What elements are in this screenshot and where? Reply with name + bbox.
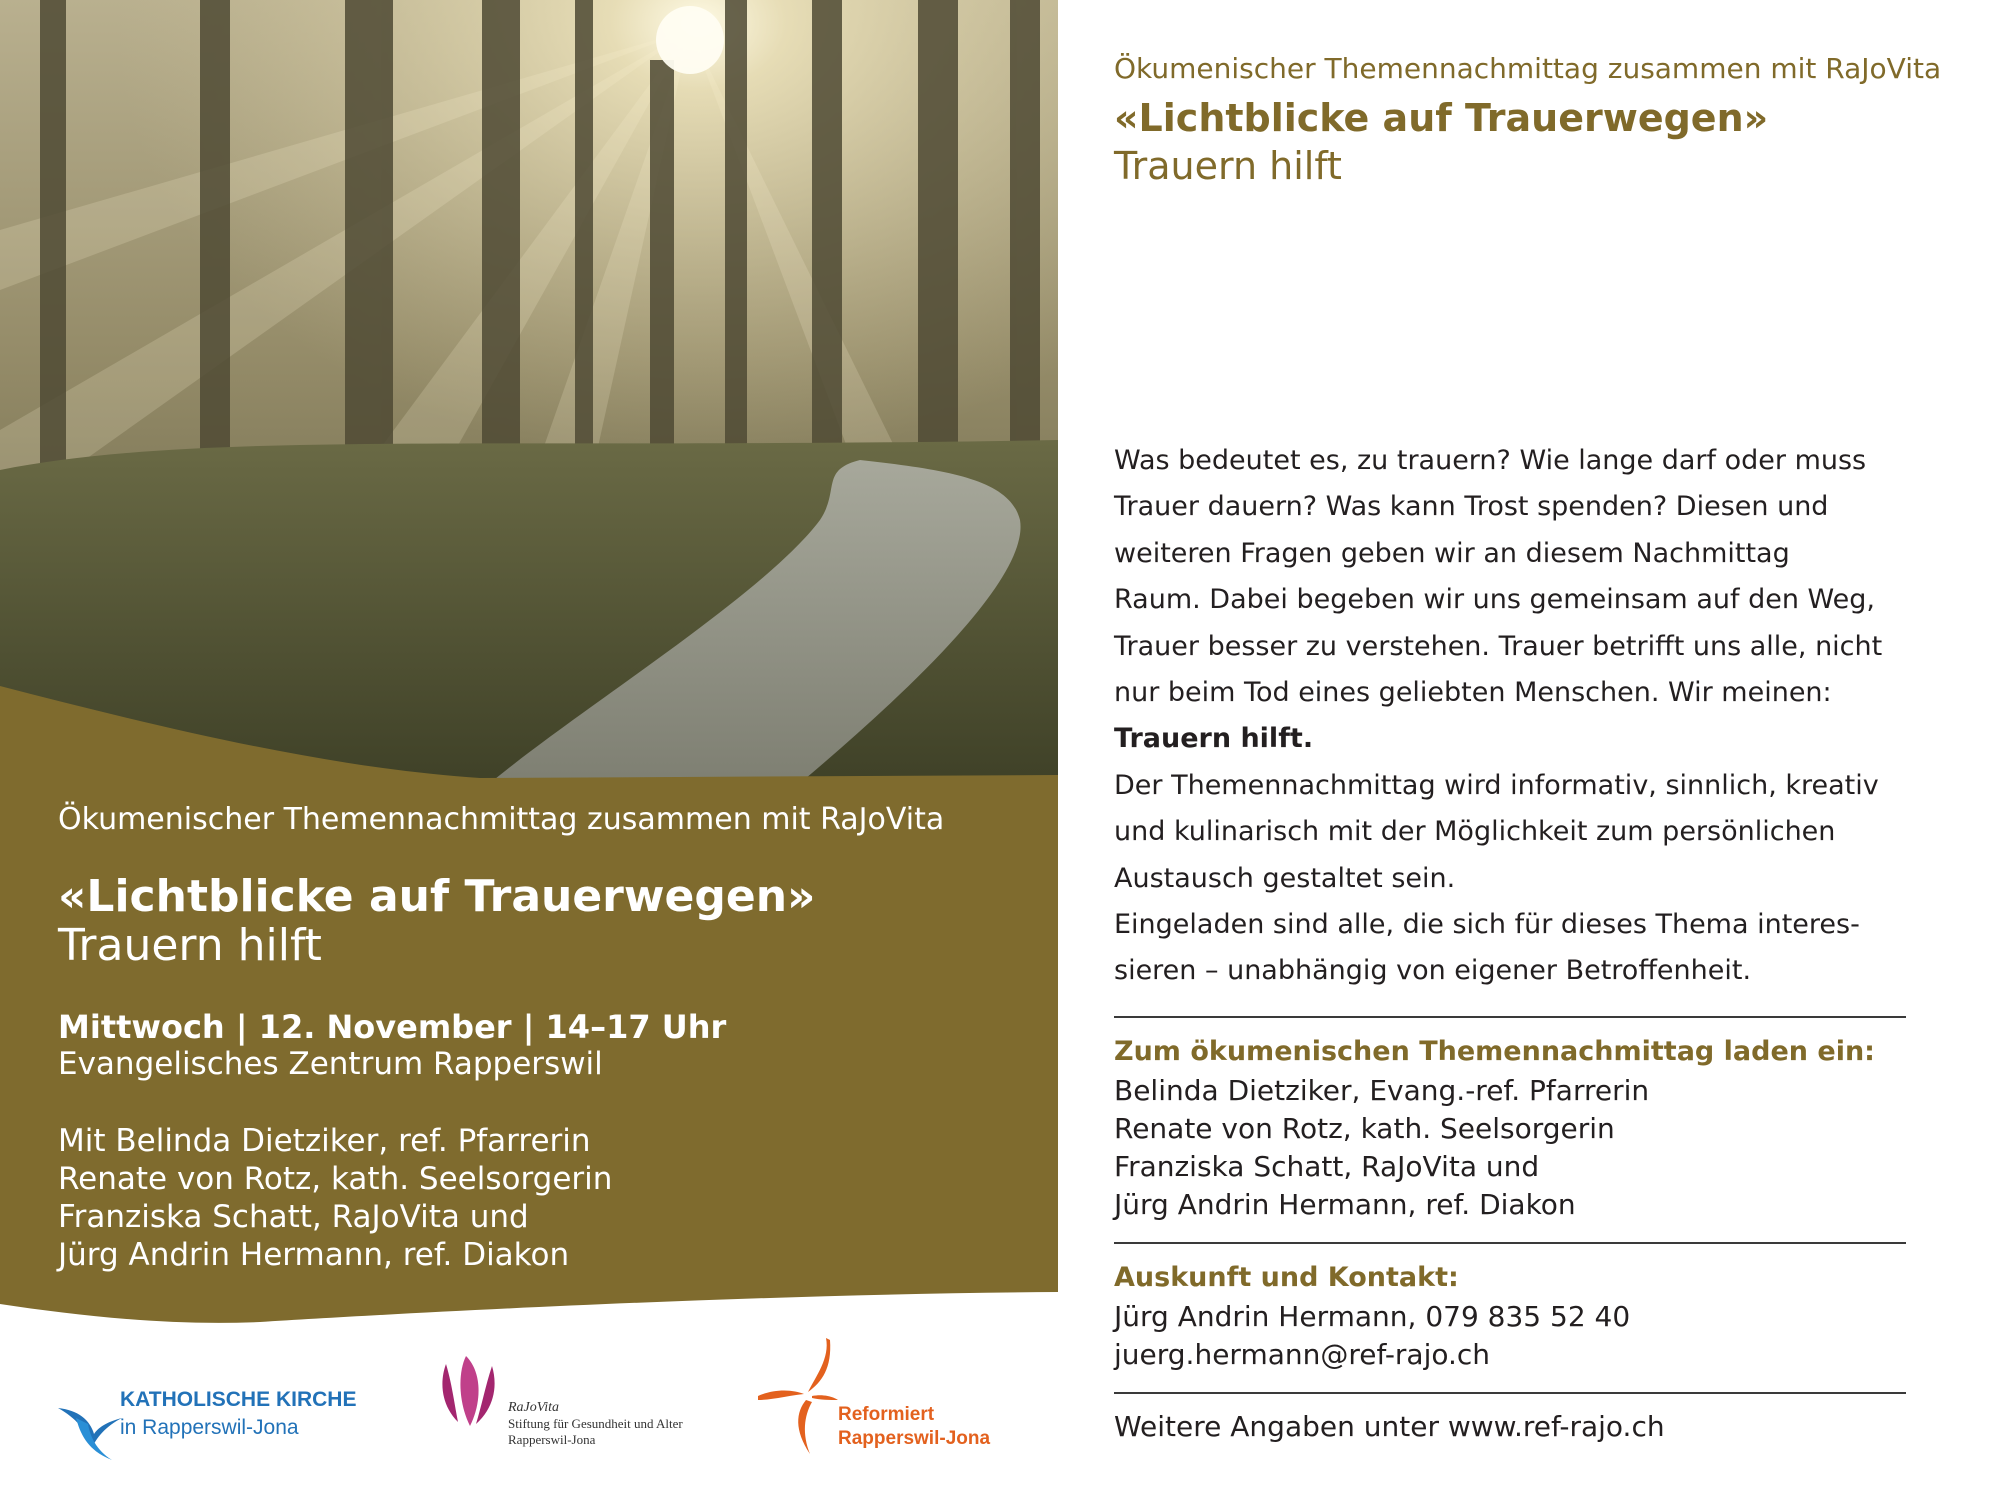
invite-item: Belinda Dietziker, Evang.-ref. Pfarrerin <box>1114 1074 1650 1107</box>
divider <box>1114 1242 1906 1244</box>
description-line: und kulinarisch mit der Möglichkeit zum persönlichen <box>1114 816 1836 848</box>
description-text <box>1114 438 1882 995</box>
tulip-icon <box>436 1350 506 1450</box>
speaker-item: Franziska Schatt, RaJoVita und <box>58 1199 529 1235</box>
right-title: «Lichtblicke auf Trauerwegen» <box>1114 96 1769 140</box>
invite-heading: Zum ökumenischen Themennachmittag laden ein: <box>1114 1036 1875 1067</box>
speaker-item: Mit Belinda Dietziker, ref. Pfarrerin <box>58 1123 591 1159</box>
description-line: nur beim Tod eines geliebten Menschen. Wir meinen: <box>1114 677 1832 709</box>
cross-icon <box>756 1330 840 1460</box>
rajo-logo-tagline: Stiftung für Gesundheit und Alter <box>508 1416 683 1431</box>
invite-list <box>1114 1072 1649 1224</box>
invite-item: Jürg Andrin Hermann, ref. Diakon <box>1114 1188 1576 1221</box>
logo-reformiert <box>756 1330 1026 1460</box>
contact-heading: Auskunft und Kontakt: <box>1114 1262 1459 1293</box>
description-line: sieren – unabhängig von eigener Betroffenheit. <box>1114 955 1752 987</box>
divider <box>1114 1016 1906 1018</box>
description-line: Raum. Dabei begeben wir uns gemeinsam auf den Weg, <box>1114 584 1875 616</box>
event-date-time: Mittwoch | 12. November | 14–17 Uhr <box>58 1008 727 1046</box>
description-line: Eingeladen sind alle, die sich für dieses Thema interes- <box>1114 909 1860 941</box>
contact-email[interactable]: juerg.hermann@ref-rajo.ch <box>1114 1338 1491 1371</box>
flyer-title: «Lichtblicke auf Trauerwegen» <box>58 871 816 922</box>
description-line: Trauer dauern? Was kann Trost spenden? Diesen und <box>1114 491 1829 523</box>
description-line: Austausch gestaltet sein. <box>1114 862 1456 894</box>
right-subtitle: Trauern hilft <box>1114 144 1342 188</box>
logo-katholische-kirche <box>56 1378 396 1462</box>
right-kicker: Ökumenischer Themennachmittag zusammen mit RaJoVita <box>1114 52 1942 85</box>
ref-logo-line1: Reformiert <box>838 1404 935 1425</box>
logo-rajovita <box>436 1350 736 1450</box>
speaker-item: Renate von Rotz, kath. Seelsorgerin <box>58 1161 613 1197</box>
footer-website[interactable]: Weitere Angaben unter www.ref-rajo.ch <box>1114 1410 1665 1443</box>
swift-bird-icon <box>56 1378 126 1462</box>
invite-item: Renate von Rotz, kath. Seelsorgerin <box>1114 1112 1615 1145</box>
speaker-item: Jürg Andrin Hermann, ref. Diakon <box>58 1237 570 1273</box>
kath-logo-line1: KATHOLISCHE KIRCHE <box>120 1388 357 1411</box>
rajo-logo-city: Rapperswil-Jona <box>508 1432 596 1447</box>
description-line: Trauer besser zu verstehen. Trauer betrifft uns alle, nicht <box>1114 630 1883 662</box>
speaker-list <box>58 1122 612 1274</box>
event-location: Evangelisches Zentrum Rapperswil <box>58 1046 603 1082</box>
ref-logo-line2: Rapperswil-Jona <box>838 1428 991 1449</box>
description-line: Der Themennachmittag wird informativ, sinnlich, kreativ <box>1114 769 1879 801</box>
invite-item: Franziska Schatt, RaJoVita und <box>1114 1150 1540 1183</box>
kath-logo-line2: in Rapperswil-Jona <box>120 1416 299 1439</box>
contact-list <box>1114 1298 1630 1374</box>
divider <box>1114 1392 1906 1394</box>
description-line: weiteren Fragen geben wir an diesem Nachmittag <box>1114 537 1790 569</box>
description-line: Was bedeutet es, zu trauern? Wie lange darf oder muss <box>1114 445 1867 476</box>
flyer-kicker: Ökumenischer Themennachmittag zusammen mit RaJoVita <box>58 802 945 837</box>
contact-name-phone: Jürg Andrin Hermann, 079 835 52 40 <box>1114 1300 1631 1333</box>
description-line-emphasis: Trauern hilft. <box>1114 723 1314 755</box>
flyer-subtitle: Trauern hilft <box>58 920 322 971</box>
rajo-logo-name: RaJoVita <box>508 1400 560 1415</box>
